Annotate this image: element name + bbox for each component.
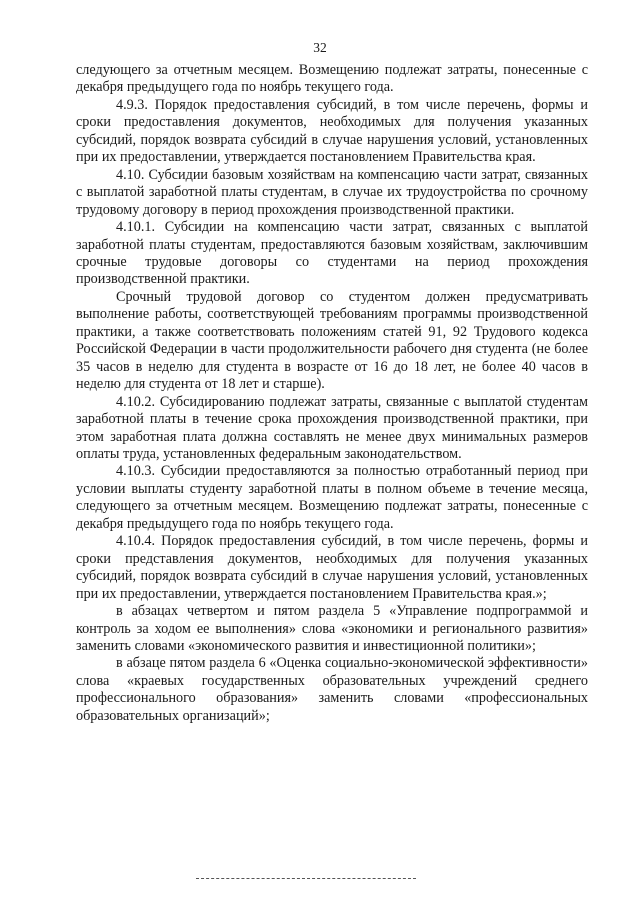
footer-divider [196, 878, 416, 879]
paragraph-section-6-amendment: в абзаце пятом раздела 6 «Оценка социально-экономической эффективности» слова «краевых государственных образовательных учреждений среднего профессионального образования» заменить словами «профессиональных образовательных организаций»; [76, 655, 588, 724]
document-body [76, 62, 588, 725]
paragraph-contract: Срочный трудовой договор со студентом должен предусматривать выполнение работы, соответствующей требованиям программы производственной практики, а также соответствовать положениям статей 91, 92 Трудового кодекса Российской Федерации в части продолжительности рабочего дня студента (не более 35 часов в неделю для студента в возрасте от 16 до 18 лет, не более 40 часов в неделю для студента от 18 лет и старше). [76, 288, 588, 393]
paragraph-section-5-amendment: в абзацах четвертом и пятом раздела 5 «Управление подпрограммой и контроль за ходом ее выполнения» слова «экономики и регионального развития» заменить словами «экономического развития и инвестиционной политики»; [76, 603, 588, 654]
paragraph-4-10-1: 4.10.1. Субсидии на компенсацию части затрат, связанных с выплатой заработной платы студентам, предоставляются базовым хозяйствам, заключившим срочные трудовые договоры со студентами на период прохождения производственной практики. [76, 219, 588, 288]
paragraph-4-10-3: 4.10.3. Субсидии предоставляются за полностью отработанный период при условии выплаты студенту заработной платы в полном объеме в течение месяца, следующего за отчетным месяцем. Возмещению подлежат затраты, понесенные с декабря предыдущего года по ноябрь текущего года. [76, 463, 588, 532]
paragraph-4-10-4: 4.10.4. Порядок предоставления субсидий, в том числе перечень, формы и сроки представления документов, необходимых для получения указанных субсидий, порядок возврата субсидий в случае нарушения условий, установленных при их предоставлении, утверждается постановлением Правительства края.»; [76, 533, 588, 602]
paragraph-4-10: 4.10. Субсидии базовым хозяйствам на компенсацию части затрат, связанных с выплатой заработной платы студентам, в случае их трудоустройства по срочному трудовому договору в период прохождения производственной практики. [76, 166, 588, 218]
page-number: 32 [313, 40, 327, 55]
paragraph-4-9-3: 4.9.3. Порядок предоставления субсидий, в том числе перечень, формы и сроки предоставления документов, необходимых для получения указанных субсидий, порядок возврата субсидий в случае нарушения условий, установленных при их предоставлении, утверждается постановлением Правительства края. [76, 96, 588, 166]
paragraph-continuation: следующего за отчетным месяцем. Возмещению подлежат затраты, понесенные с декабря предыдущего года по ноябрь текущего года. [76, 62, 588, 96]
paragraph-4-10-2: 4.10.2. Субсидированию подлежат затраты, связанные с выплатой студентам заработной платы в течение срока прохождения производственной практики, при этом заработная плата должна составлять не менее двух минимальных размеров оплаты труда, установленных федеральным законодательством. [76, 393, 588, 462]
